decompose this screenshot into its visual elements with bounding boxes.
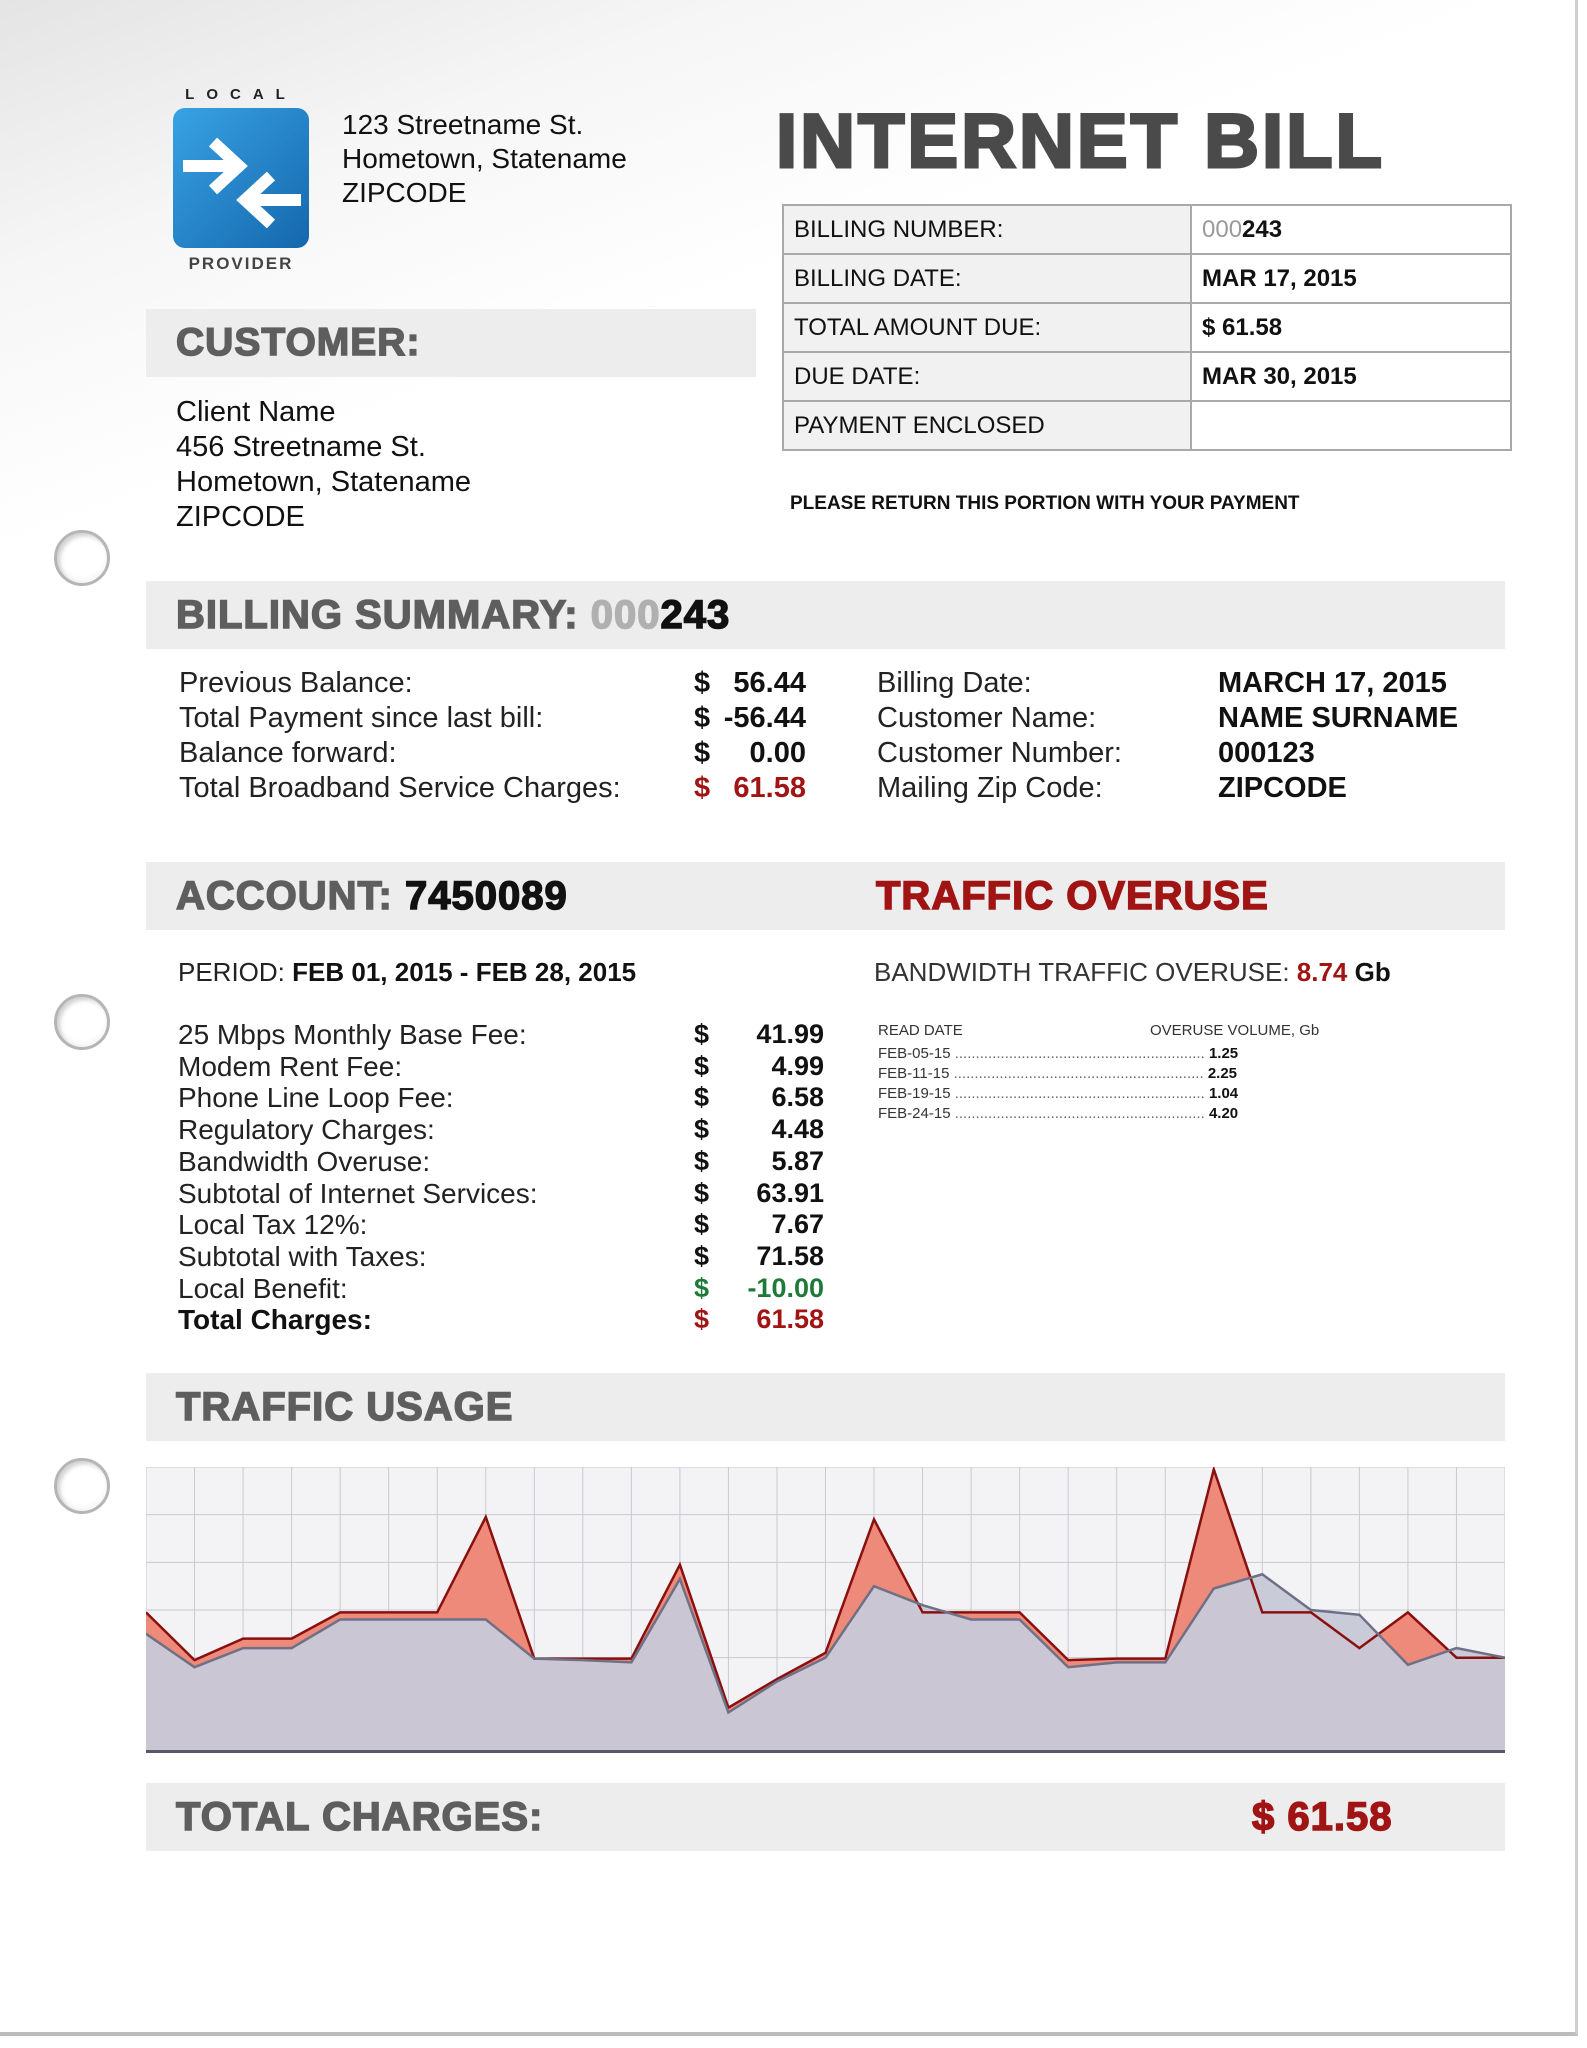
return-note: PLEASE RETURN THIS PORTION WITH YOUR PAYMENT	[790, 493, 1300, 514]
customer-line: Client Name	[176, 396, 336, 428]
leader-dots: ............................................................	[950, 1045, 1209, 1062]
summary-label: Previous Balance:	[179, 667, 413, 699]
fee-currency: $	[694, 1114, 710, 1145]
fee-amount: 63.91	[756, 1177, 824, 1208]
read-row	[878, 1065, 1237, 1082]
customer-heading: CUSTOMER:	[176, 321, 421, 364]
fee-amount: 7.67	[771, 1209, 824, 1240]
summary-amount: 56.44	[733, 667, 806, 699]
summary-label: Balance forward:	[179, 737, 397, 769]
period	[178, 957, 636, 988]
punch-hole-icon	[54, 994, 110, 1050]
fee-amount: 41.99	[756, 1019, 824, 1049]
info-label: Customer Number:	[877, 737, 1122, 769]
provider-address-line: ZIPCODE	[342, 177, 467, 208]
billing-number-value	[1191, 205, 1511, 254]
payment-enclosed-field[interactable]	[1191, 401, 1511, 450]
leader-dots: ............................................................	[949, 1065, 1208, 1082]
read-date: FEB-05-15	[878, 1045, 951, 1062]
summary-amount: 0.00	[749, 737, 806, 769]
period-label: PERIOD:	[178, 957, 285, 987]
fee-amount: 61.58	[756, 1304, 824, 1335]
provider-address-line: 123 Streetname St.	[342, 109, 584, 140]
traffic-overuse-heading: TRAFFIC OVERUSE	[876, 874, 1269, 918]
summary-row	[179, 702, 543, 735]
billing-summary-number: 243	[660, 593, 731, 637]
bandwidth-overuse-label: BANDWIDTH TRAFFIC OVERUSE:	[874, 957, 1290, 987]
billing-row	[783, 352, 1511, 401]
billing-summary-number-prefix: 000	[590, 593, 661, 637]
fee-currency: $	[694, 1082, 710, 1113]
billing-row	[783, 401, 1511, 450]
total-charges-value: $ 61.58	[1252, 1795, 1393, 1839]
fee-amount: -10.00	[747, 1272, 824, 1303]
fee-label: Local Tax 12%:	[178, 1209, 368, 1241]
due-date-value: MAR 30, 2015	[1191, 352, 1511, 401]
total-charges-heading: TOTAL CHARGES:	[176, 1795, 544, 1839]
fee-currency: $	[694, 1019, 710, 1049]
summary-row	[179, 772, 621, 805]
logo-bottom-text: PROVIDER	[188, 254, 294, 273]
billing-number-prefix: 000	[1202, 215, 1243, 243]
fee-label: Modem Rent Fee:	[178, 1050, 403, 1082]
read-date: FEB-11-15	[878, 1065, 950, 1082]
read-date: FEB-19-15	[878, 1085, 951, 1102]
fee-amount: 71.58	[756, 1240, 824, 1271]
summary-currency: $	[694, 737, 711, 769]
info-value: NAME SURNAME	[1218, 702, 1459, 734]
fee-label: Local Benefit:	[178, 1272, 348, 1304]
punch-hole-icon	[54, 530, 110, 586]
summary-row	[179, 737, 397, 770]
summary-label: Total Broadband Service Charges:	[179, 772, 621, 804]
billing-summary-title: BILLING SUMMARY:	[176, 593, 579, 637]
read-volume: 1.25	[1208, 1045, 1239, 1062]
customer-line: 456 Streetname St.	[176, 431, 426, 463]
arrows-logo-icon	[173, 108, 309, 248]
billing-date-value: MAR 17, 2015	[1191, 254, 1511, 303]
fee-label: Subtotal of Internet Services:	[178, 1177, 538, 1209]
fee-amount: 4.48	[771, 1114, 824, 1145]
info-value: MARCH 17, 2015	[1218, 667, 1447, 699]
fee-label: Phone Line Loop Fee:	[178, 1082, 454, 1114]
summary-row	[179, 667, 413, 700]
read-row	[878, 1105, 1238, 1122]
total-amount-due-value: $ 61.58	[1191, 303, 1511, 352]
bandwidth-overuse-value: 8.74	[1296, 957, 1348, 987]
customer-address	[176, 395, 471, 535]
summary-currency: $	[694, 772, 711, 804]
fee-currency: $	[694, 1050, 710, 1081]
fee-label: Subtotal with Taxes:	[178, 1240, 427, 1272]
fee-label: Total Charges:	[178, 1304, 372, 1336]
billing-number-label: BILLING NUMBER:	[783, 205, 1191, 254]
reads-header-date: READ DATE	[878, 1022, 963, 1039]
summary-amount: -56.44	[723, 702, 806, 734]
read-volume: 2.25	[1207, 1065, 1238, 1082]
billing-summary-heading	[176, 593, 730, 638]
account-heading	[176, 874, 568, 919]
fee-currency: $	[694, 1272, 710, 1303]
read-row	[878, 1045, 1238, 1062]
fee-currency: $	[694, 1209, 710, 1240]
bandwidth-overuse	[874, 957, 1391, 988]
leader-dots: ............................................................	[950, 1085, 1209, 1102]
account-title: ACCOUNT:	[176, 874, 393, 918]
logo-top-text: LOCAL	[185, 86, 297, 103]
fee-amount: 4.99	[771, 1050, 824, 1081]
provider-logo	[172, 86, 310, 272]
summary-label: Total Payment since last bill:	[179, 702, 544, 734]
summary-currency: $	[694, 702, 711, 734]
provider-address	[342, 108, 627, 210]
info-value: 000123	[1218, 737, 1315, 769]
read-volume: 1.04	[1208, 1085, 1239, 1102]
summary-currency: $	[694, 667, 711, 699]
fee-label: 25 Mbps Monthly Base Fee:	[178, 1019, 527, 1050]
read-date: FEB-24-15	[878, 1105, 951, 1122]
billing-info-table	[782, 204, 1512, 451]
info-label: Billing Date:	[877, 667, 1032, 699]
fee-currency: $	[694, 1145, 710, 1176]
leader-dots: ............................................................	[950, 1105, 1209, 1122]
reads-header-volume: OVERUSE VOLUME, Gb	[1150, 1022, 1320, 1039]
period-value: FEB 01, 2015 - FEB 28, 2015	[292, 957, 637, 987]
info-label: Mailing Zip Code:	[877, 772, 1103, 804]
traffic-usage-chart	[146, 1467, 1505, 1753]
fee-label: Regulatory Charges:	[178, 1114, 435, 1146]
fee-currency: $	[694, 1304, 710, 1335]
customer-line: ZIPCODE	[176, 501, 305, 533]
billing-row	[783, 205, 1511, 254]
total-amount-due-label: TOTAL AMOUNT DUE:	[783, 303, 1191, 352]
due-date-label: DUE DATE:	[783, 352, 1191, 401]
provider-address-line: Hometown, Statename	[342, 143, 627, 174]
billing-row	[783, 254, 1511, 303]
bandwidth-overuse-unit: Gb	[1354, 957, 1391, 987]
billing-number-digits: 243	[1242, 215, 1283, 243]
traffic-usage-heading: TRAFFIC USAGE	[176, 1385, 514, 1429]
fee-currency: $	[694, 1177, 710, 1208]
fee-label: Bandwidth Overuse:	[178, 1145, 431, 1177]
billing-date-label: BILLING DATE:	[783, 254, 1191, 303]
fee-currency: $	[694, 1240, 710, 1271]
info-value: ZIPCODE	[1218, 772, 1347, 804]
billing-row	[783, 303, 1511, 352]
account-number: 7450089	[405, 874, 568, 918]
info-label: Customer Name:	[877, 702, 1097, 734]
read-row	[878, 1085, 1238, 1102]
summary-amount: 61.58	[733, 772, 806, 804]
fee-amount: 5.87	[771, 1145, 824, 1176]
punch-hole-icon	[54, 1458, 110, 1514]
payment-enclosed-label: PAYMENT ENCLOSED	[783, 401, 1191, 450]
customer-line: Hometown, Statename	[176, 466, 471, 498]
fee-amount: 6.58	[771, 1082, 824, 1113]
bill-title: INTERNET BILL	[776, 99, 1385, 184]
read-volume: 4.20	[1208, 1105, 1239, 1122]
